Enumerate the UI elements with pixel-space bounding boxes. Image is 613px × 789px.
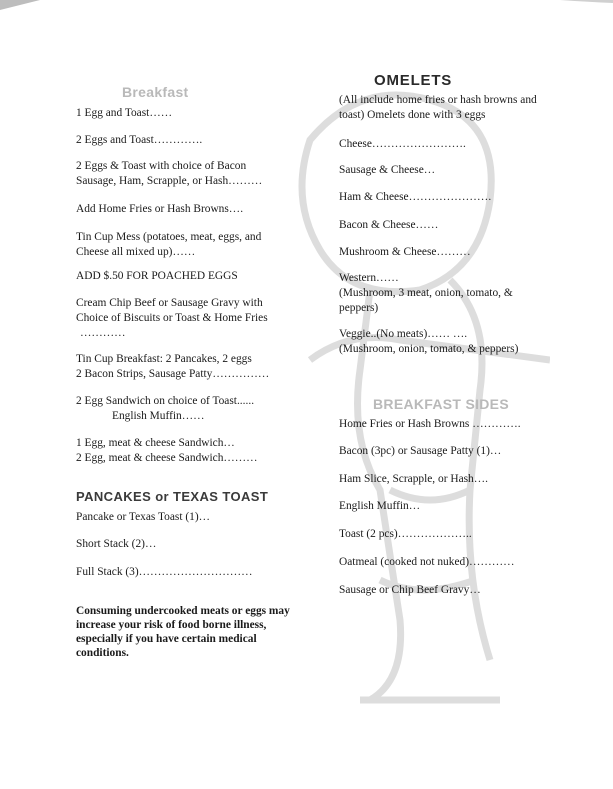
menu-item: Mushroom & Cheese……… (339, 246, 471, 258)
item-line: 2 Bacon Strips, Sausage Patty…………… (76, 368, 270, 380)
menu-item (339, 327, 518, 357)
menu-item (76, 159, 262, 189)
menu-item (339, 271, 544, 316)
menu-item: Short Stack (2)… (76, 538, 157, 550)
menu-item (76, 394, 254, 424)
menu-item: Full Stack (3)………………………… (76, 566, 253, 578)
item-line: 1 Egg and Toast…… (76, 107, 173, 119)
menu-item: Toast (2 pcs)……………….. (339, 528, 472, 540)
item-line: 2 Eggs and Toast…………. (76, 134, 203, 146)
menu-item: English Muffin… (339, 500, 421, 512)
menu-item (76, 230, 261, 260)
item-line: 2 Eggs & Toast with choice of Bacon (76, 160, 247, 172)
item-line: ………… (80, 327, 126, 339)
menu-item (76, 269, 238, 284)
item-line: Choice of Biscuits or Toast & Home Fries (76, 312, 268, 324)
menu-item: Home Fries or Hash Browns …………. (339, 418, 521, 430)
menu-item (76, 133, 202, 148)
item-line: Western…… (339, 272, 399, 284)
omelets-heading: OMELETS (374, 72, 453, 89)
food-safety-warning: Consuming undercooked meats or eggs may increase your risk of food borne illness, especially if you have certain medical conditions. (76, 605, 290, 659)
menu-item (76, 106, 172, 121)
menu-item: Bacon & Cheese…… (339, 219, 439, 231)
item-line: Tin Cup Mess (potatoes, meat, eggs, and (76, 231, 262, 243)
item-line: Sausage, Ham, Scrapple, or Hash……… (76, 175, 263, 187)
item-line: ADD $.50 FOR POACHED EGGS (76, 270, 238, 282)
menu-item (76, 436, 258, 466)
breakfast-heading: Breakfast (122, 84, 189, 100)
item-line: English Muffin…… (112, 410, 205, 422)
menu-item: Ham & Cheese…………………. (339, 191, 492, 203)
item-line: Veggie..(No meats)…… …. (339, 328, 468, 340)
omelets-intro: (All include home fries or hash browns and toast) Omelets done with 3 eggs (339, 94, 537, 121)
item-line: Cream Chip Beef or Sausage Gravy with (76, 297, 263, 309)
menu-item: Sausage & Cheese… (339, 164, 436, 176)
menu-item: Bacon (3pc) or Sausage Patty (1)… (339, 445, 502, 457)
menu-item: Pancake or Texas Toast (1)… (76, 511, 210, 523)
menu-item: Cheese……………………. (339, 138, 466, 150)
menu-item: Oatmeal (cooked not nuked)………… (339, 556, 515, 568)
menu-item (76, 352, 269, 382)
pancakes-heading: PANCAKES or TEXAS TOAST (76, 489, 269, 504)
item-line: Add Home Fries or Hash Browns…. (76, 203, 244, 215)
menu-item (76, 202, 243, 217)
menu-item: Ham Slice, Scrapple, or Hash…. (339, 473, 488, 485)
item-line: Tin Cup Breakfast: 2 Pancakes, 2 eggs (76, 353, 252, 365)
item-line: (Mushroom, onion, tomato, & peppers) (339, 343, 519, 355)
menu-item: Sausage or Chip Beef Gravy… (339, 584, 481, 596)
item-line: 2 Egg Sandwich on choice of Toast...... (76, 395, 255, 407)
scan-edge-mark (0, 0, 613, 14)
menu-item (76, 296, 268, 341)
item-line: 2 Egg, meat & cheese Sandwich……… (76, 452, 258, 464)
item-line: Cheese all mixed up)…… (76, 246, 196, 258)
item-line: (Mushroom, 3 meat, onion, tomato, & peppers) (339, 287, 513, 314)
item-line: 1 Egg, meat & cheese Sandwich… (76, 437, 235, 449)
breakfast-sides-heading: BREAKFAST SIDES (373, 396, 509, 412)
